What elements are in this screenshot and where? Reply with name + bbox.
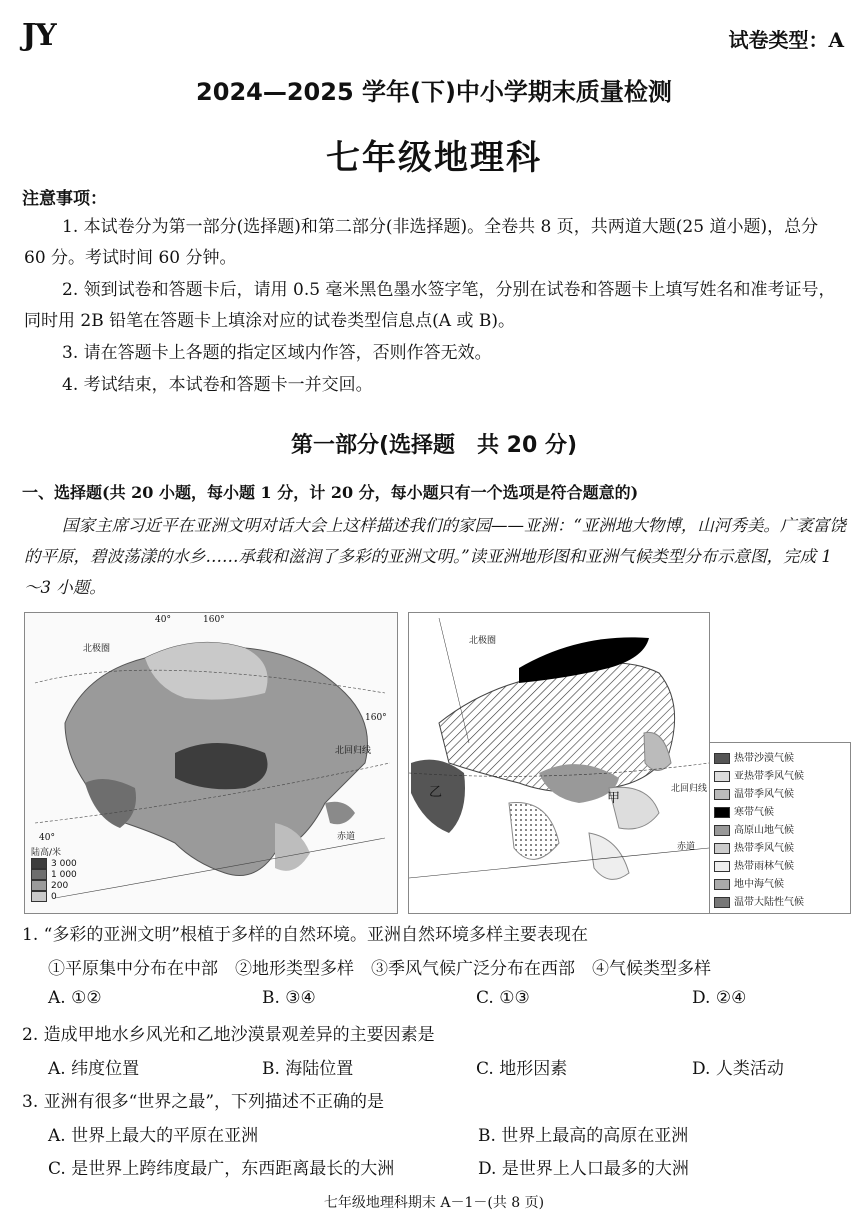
- legend-title: 陆高/米: [31, 848, 62, 858]
- legend-item: 地中海气候: [714, 875, 784, 890]
- legend-item: 高原山地气候: [714, 821, 794, 836]
- question-2-stem: 2. 造成甲地水乡风光和乙地沙漠景观差异的主要因素是: [22, 1025, 435, 1045]
- climate-legend: [710, 742, 851, 914]
- question-1-sub: ①平原集中分布在中部 ②地形类型多样 ③季风气候广泛分布在西部 ④气候类型多样: [48, 959, 711, 979]
- paper-type: 试卷类型：A: [728, 28, 844, 52]
- question-1-stem: 1. “多彩的亚洲文明”根植于多样的自然环境。亚洲自然环境多样主要表现在: [22, 925, 589, 945]
- q3-option-a[interactable]: A. 世界上最大的平原在亚洲: [48, 1126, 259, 1146]
- tropic-label-2: 北回归线: [671, 784, 708, 794]
- legend-item: 热带沙漠气候: [714, 749, 794, 764]
- climate-graphic: [409, 613, 709, 913]
- arctic-circle-label: 北极圈: [83, 644, 111, 654]
- equator-label: 赤道: [337, 832, 356, 842]
- legend-item: 热带雨林气候: [714, 857, 794, 872]
- legend-value: 0: [51, 892, 57, 902]
- notice-item-3: 3. 请在答题卡上各题的指定区域内作答，否则作答无效。: [62, 343, 492, 363]
- asia-climate-map: [408, 612, 710, 914]
- question-3-stem: 3. 亚洲有很多“世界之最”，下列描述不正确的是: [22, 1092, 385, 1112]
- tropic-label: 北回归线: [335, 746, 372, 756]
- q1-option-d[interactable]: D. ②④: [692, 988, 747, 1008]
- q2-option-b[interactable]: B. 海陆位置: [262, 1059, 354, 1079]
- q3-option-b[interactable]: B. 世界上最高的高原在亚洲: [478, 1126, 689, 1146]
- elevation-legend: [31, 845, 77, 902]
- lon-label-40: 40°: [155, 615, 171, 625]
- question-intro: 国家主席习近平在亚洲文明对话大会上这样描述我们的家园——亚洲：“亚洲地大物博，山河秀美。广袤富饶的平原，碧波荡漾的水乡……承载和滋润了多彩的亚洲文明。”读亚洲地形图和亚洲气候类型分布示意图，完成 1～3 小题。: [24, 516, 846, 597]
- q3-option-d[interactable]: D. 是世界上人口最多的大洲: [478, 1159, 689, 1179]
- q2-option-c[interactable]: C. 地形因素: [476, 1059, 568, 1079]
- lon-label-160-east: 160°: [365, 713, 387, 723]
- legend-item: 温带季风气候: [714, 785, 794, 800]
- legend-item: 热带季风气候: [714, 839, 794, 854]
- q1-option-c[interactable]: C. ①③: [476, 988, 530, 1008]
- notice-item-4: 4. 考试结束，本试卷和答题卡一并交回。: [62, 375, 373, 395]
- legend-value: 3 000: [51, 859, 77, 869]
- notice-item-1: 1. 本试卷分为第一部分(选择题)和第二部分(非选择题)。全卷共 8 页，共两道大题(25 道小题)，总分 60 分。考试时间 60 分钟。: [24, 217, 819, 268]
- legend-value: 200: [51, 881, 69, 891]
- legend-item: 亚热带季风气候: [714, 767, 804, 782]
- legend-item: 温带大陆性气候: [714, 893, 804, 908]
- subject-title: 七年级地理科: [326, 138, 542, 178]
- label-yi: 乙: [429, 785, 443, 800]
- q2-option-a[interactable]: A. 纬度位置: [48, 1059, 140, 1079]
- notice-heading: 注意事项：: [22, 189, 107, 209]
- q3-option-c[interactable]: C. 是世界上跨纬度最广，东西距离最长的大洲: [48, 1159, 395, 1179]
- paper-mark: JY: [22, 18, 56, 53]
- section-heading: 一、选择题(共 20 小题，每小题 1 分，计 20 分，每小题只有一个选项是符合题意的): [22, 483, 639, 502]
- asia-topography-map: [24, 612, 398, 914]
- topography-graphic: [25, 613, 397, 913]
- arctic-circle-label-2: 北极圈: [469, 636, 497, 646]
- page-footer: 七年级地理科期末 A－1－(共 8 页): [323, 1195, 545, 1211]
- notice-item-2: 2. 领到试卷和答题卡后，请用 0.5 毫米黑色墨水签字笔，分别在试卷和答题卡上填写姓名和准考证号，同时用 2B 铅笔在答题卡上填涂对应的试卷类型信息点(A 或 B)。: [24, 280, 836, 331]
- exam-title: 2024—2025 学年(下)中小学期末质量检测: [196, 78, 672, 106]
- equator-label-2: 赤道: [677, 842, 696, 852]
- legend-item: 寒带气候: [714, 803, 774, 818]
- q1-option-a[interactable]: A. ①②: [48, 988, 102, 1008]
- lon-label-160: 160°: [203, 615, 225, 625]
- lat-label-40: 40°: [39, 833, 55, 843]
- q1-option-b[interactable]: B. ③④: [262, 988, 316, 1008]
- legend-value: 1 000: [51, 870, 77, 880]
- q2-option-d[interactable]: D. 人类活动: [692, 1059, 784, 1079]
- part1-title: 第一部分(选择题 共 20 分): [290, 433, 578, 458]
- label-jia: 甲: [607, 791, 621, 806]
